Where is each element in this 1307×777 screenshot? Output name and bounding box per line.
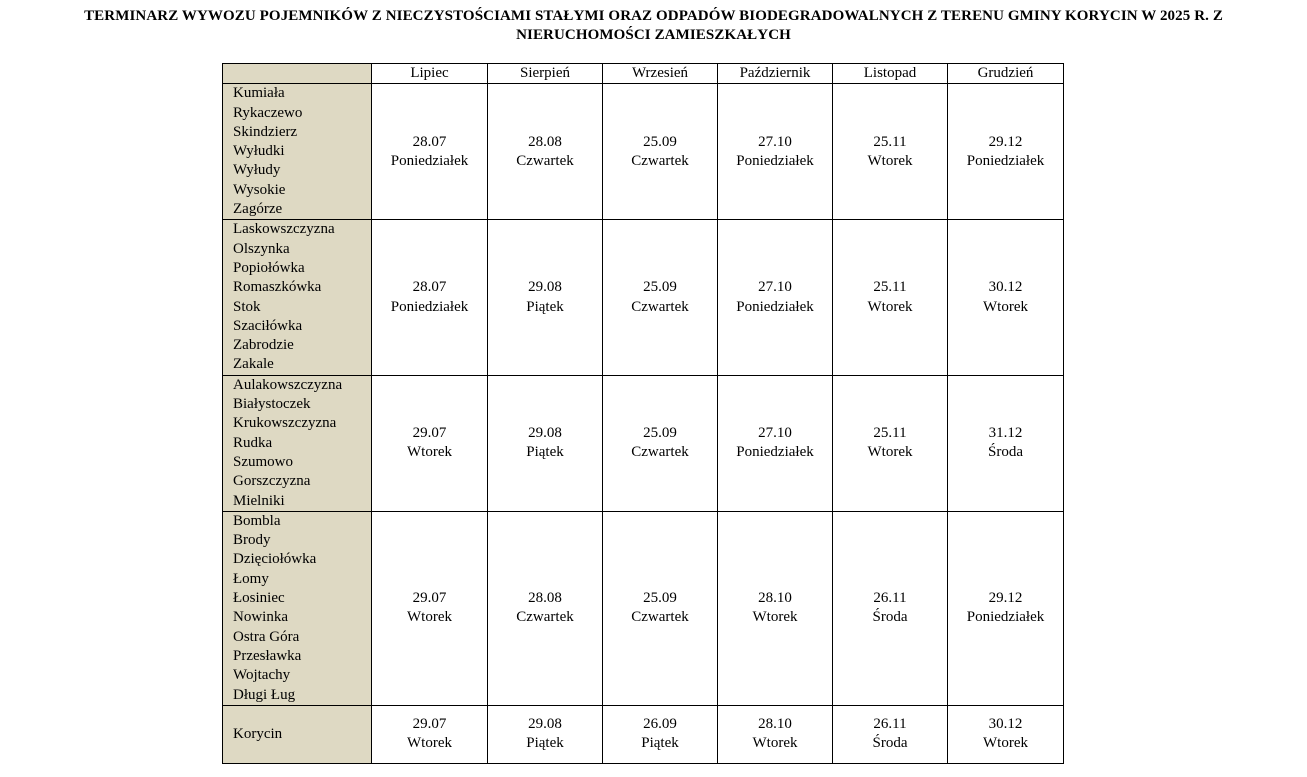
pickup-weekday: Czwartek xyxy=(516,152,574,169)
village-group-row xyxy=(223,84,1064,220)
pickup-date: 29.12 xyxy=(988,590,1023,607)
village-name: Mielniki xyxy=(233,492,285,509)
pickup-weekday: Wtorek xyxy=(983,298,1028,315)
pickup-date: 26.11 xyxy=(873,590,907,607)
village-name: Brody xyxy=(233,532,271,549)
village-name: Popiołówka xyxy=(233,259,305,276)
pickup-date: 25.11 xyxy=(873,279,907,296)
village-list-cell xyxy=(223,511,372,705)
pickup-date-cell xyxy=(488,220,603,375)
pickup-weekday: Wtorek xyxy=(752,735,798,752)
month-header-lipiec: Lipiec xyxy=(372,64,488,84)
village-name: Szaciłówka xyxy=(233,317,303,334)
village-name: Krukowszczyzna xyxy=(233,415,337,432)
pickup-date-cell xyxy=(372,705,488,763)
pickup-weekday: Środa xyxy=(872,735,908,752)
pickup-date-cell xyxy=(372,220,488,375)
pickup-date-cell xyxy=(833,84,948,220)
village-group-row xyxy=(223,511,1064,705)
village-name: Romaszkówka xyxy=(233,279,322,296)
schedule-body xyxy=(223,84,1064,764)
pickup-date: 25.11 xyxy=(873,424,907,441)
pickup-date: 25.11 xyxy=(873,133,907,150)
village-name: Stok xyxy=(233,298,261,315)
village-list-cell xyxy=(223,84,372,220)
village-name: Skindzierz xyxy=(233,123,298,140)
pickup-date-cell xyxy=(833,220,948,375)
village-name: Nowinka xyxy=(233,609,288,626)
month-header-row xyxy=(223,64,1064,84)
pickup-weekday: Środa xyxy=(988,444,1023,461)
village-list-cell xyxy=(223,705,372,763)
month-header-wrzesien: Wrzesień xyxy=(603,64,718,84)
pickup-weekday: Wtorek xyxy=(752,609,798,626)
village-name: Rudka xyxy=(233,434,273,451)
pickup-date-cell xyxy=(948,84,1064,220)
pickup-date-cell xyxy=(718,511,833,705)
pickup-date: 28.10 xyxy=(758,716,792,732)
pickup-date: 29.07 xyxy=(412,424,447,441)
pickup-date-cell xyxy=(833,375,948,511)
pickup-date: 26.11 xyxy=(873,716,907,732)
pickup-date: 28.08 xyxy=(528,590,562,607)
village-name: Długi Ług xyxy=(233,686,296,703)
pickup-date: 29.12 xyxy=(988,133,1023,150)
pickup-date: 29.08 xyxy=(528,424,562,441)
village-name: Łomy xyxy=(233,570,269,587)
village-name: Gorszczyzna xyxy=(233,473,311,490)
pickup-weekday: Czwartek xyxy=(631,152,689,169)
pickup-date: 29.07 xyxy=(412,716,447,732)
pickup-weekday: Wtorek xyxy=(867,298,913,315)
pickup-date-cell xyxy=(488,84,603,220)
village-name: Zagórze xyxy=(233,201,283,218)
pickup-date: 27.10 xyxy=(758,424,792,441)
pickup-date-cell xyxy=(948,375,1064,511)
pickup-date: 30.12 xyxy=(988,279,1023,296)
document-title xyxy=(0,7,1307,45)
pickup-weekday: Wtorek xyxy=(867,444,913,461)
pickup-weekday: Poniedziałek xyxy=(736,298,814,315)
pickup-date: 29.08 xyxy=(528,716,562,732)
pickup-weekday: Czwartek xyxy=(631,444,689,461)
pickup-weekday: Poniedziałek xyxy=(966,152,1045,169)
pickup-date: 25.09 xyxy=(643,590,677,607)
pickup-date: 27.10 xyxy=(758,133,792,150)
pickup-weekday: Poniedziałek xyxy=(390,152,469,169)
village-name: Wojtachy xyxy=(233,667,291,684)
pickup-date: 30.12 xyxy=(988,716,1023,732)
pickup-weekday: Czwartek xyxy=(516,609,574,626)
pickup-date: 27.10 xyxy=(758,279,792,296)
pickup-date: 25.09 xyxy=(643,279,677,296)
pickup-weekday: Wtorek xyxy=(407,735,452,752)
village-name: Przesławka xyxy=(233,647,302,664)
village-name: Rykaczewo xyxy=(233,104,303,121)
month-header-sierpien: Sierpień xyxy=(488,64,603,84)
collection-schedule-table xyxy=(222,63,1064,764)
pickup-weekday: Piątek xyxy=(526,444,564,461)
pickup-weekday: Poniedziałek xyxy=(390,298,469,315)
pickup-date-cell xyxy=(948,220,1064,375)
village-name: Ostra Góra xyxy=(233,628,300,645)
pickup-date-cell xyxy=(603,511,718,705)
pickup-date-cell xyxy=(833,511,948,705)
pickup-weekday: Piątek xyxy=(526,735,564,752)
pickup-weekday: Czwartek xyxy=(631,609,689,626)
village-name: Białystoczek xyxy=(233,396,311,413)
title-line-1: TERMINARZ WYWOZU POJEMNIKÓW Z NIECZYSTOŚCIAMI STAŁYMI ORAZ ODPADÓW BIODEGRADOWALNYCH Z TERENU GMINY KORYCIN W 2025 R. Z xyxy=(84,8,1223,24)
pickup-date-cell xyxy=(948,705,1064,763)
pickup-date: 25.09 xyxy=(643,424,677,441)
pickup-date: 31.12 xyxy=(988,424,1023,441)
pickup-weekday: Środa xyxy=(872,609,908,626)
village-name: Korycin xyxy=(233,725,283,742)
pickup-date-cell xyxy=(488,511,603,705)
village-name: Bombla xyxy=(233,512,281,529)
title-line-2: NIERUCHOMOŚCI ZAMIESZKAŁYCH xyxy=(516,27,791,43)
village-name: Olszynka xyxy=(233,240,290,257)
pickup-date: 28.07 xyxy=(412,133,447,150)
village-name: Laskowszczyzna xyxy=(233,221,335,238)
pickup-date-cell xyxy=(372,84,488,220)
village-name: Aulakowszczyzna xyxy=(233,376,343,393)
pickup-date: 26.09 xyxy=(643,716,677,732)
pickup-weekday: Poniedziałek xyxy=(736,444,814,461)
pickup-date-cell xyxy=(718,375,833,511)
pickup-weekday: Wtorek xyxy=(407,444,452,461)
village-group-row xyxy=(223,705,1064,763)
pickup-weekday: Poniedziałek xyxy=(966,609,1045,626)
village-name: Zakale xyxy=(233,356,274,373)
pickup-date-cell xyxy=(718,705,833,763)
pickup-date: 28.08 xyxy=(528,133,562,150)
pickup-date: 28.10 xyxy=(758,590,792,607)
village-group-row xyxy=(223,220,1064,375)
pickup-date-cell xyxy=(488,705,603,763)
village-name: Łosiniec xyxy=(233,590,285,607)
pickup-date: 25.09 xyxy=(643,133,677,150)
pickup-weekday: Poniedziałek xyxy=(736,152,814,169)
pickup-weekday: Piątek xyxy=(641,735,679,752)
month-header-listopad: Listopad xyxy=(833,64,948,84)
pickup-date-cell xyxy=(603,375,718,511)
pickup-date-cell xyxy=(718,84,833,220)
pickup-date-cell xyxy=(718,220,833,375)
pickup-date-cell xyxy=(948,511,1064,705)
pickup-weekday: Wtorek xyxy=(867,152,913,169)
pickup-date-cell xyxy=(603,84,718,220)
village-list-cell xyxy=(223,220,372,375)
header-corner-cell xyxy=(223,64,372,84)
pickup-weekday: Czwartek xyxy=(631,298,689,315)
pickup-date-cell xyxy=(488,375,603,511)
pickup-date: 29.07 xyxy=(412,590,447,607)
pickup-date-cell xyxy=(372,375,488,511)
pickup-weekday: Piątek xyxy=(526,298,564,315)
pickup-date-cell xyxy=(603,705,718,763)
village-group-row xyxy=(223,375,1064,511)
village-name: Zabrodzie xyxy=(233,337,294,354)
village-name: Wysokie xyxy=(233,181,286,198)
village-list-cell xyxy=(223,375,372,511)
pickup-weekday: Wtorek xyxy=(983,735,1028,752)
pickup-date-cell xyxy=(603,220,718,375)
pickup-weekday: Wtorek xyxy=(407,609,452,626)
village-name: Szumowo xyxy=(233,453,293,470)
month-header-pazdziernik: Październik xyxy=(718,64,833,84)
month-header-grudzien: Grudzień xyxy=(948,64,1064,84)
pickup-date-cell xyxy=(833,705,948,763)
pickup-date: 28.07 xyxy=(412,279,447,296)
village-name: Wyłudki xyxy=(233,143,285,160)
village-name: Kumiała xyxy=(233,85,285,102)
village-name: Dzięciołówka xyxy=(233,551,317,568)
pickup-date: 29.08 xyxy=(528,279,562,296)
village-name: Wyłudy xyxy=(233,162,281,179)
pickup-date-cell xyxy=(372,511,488,705)
